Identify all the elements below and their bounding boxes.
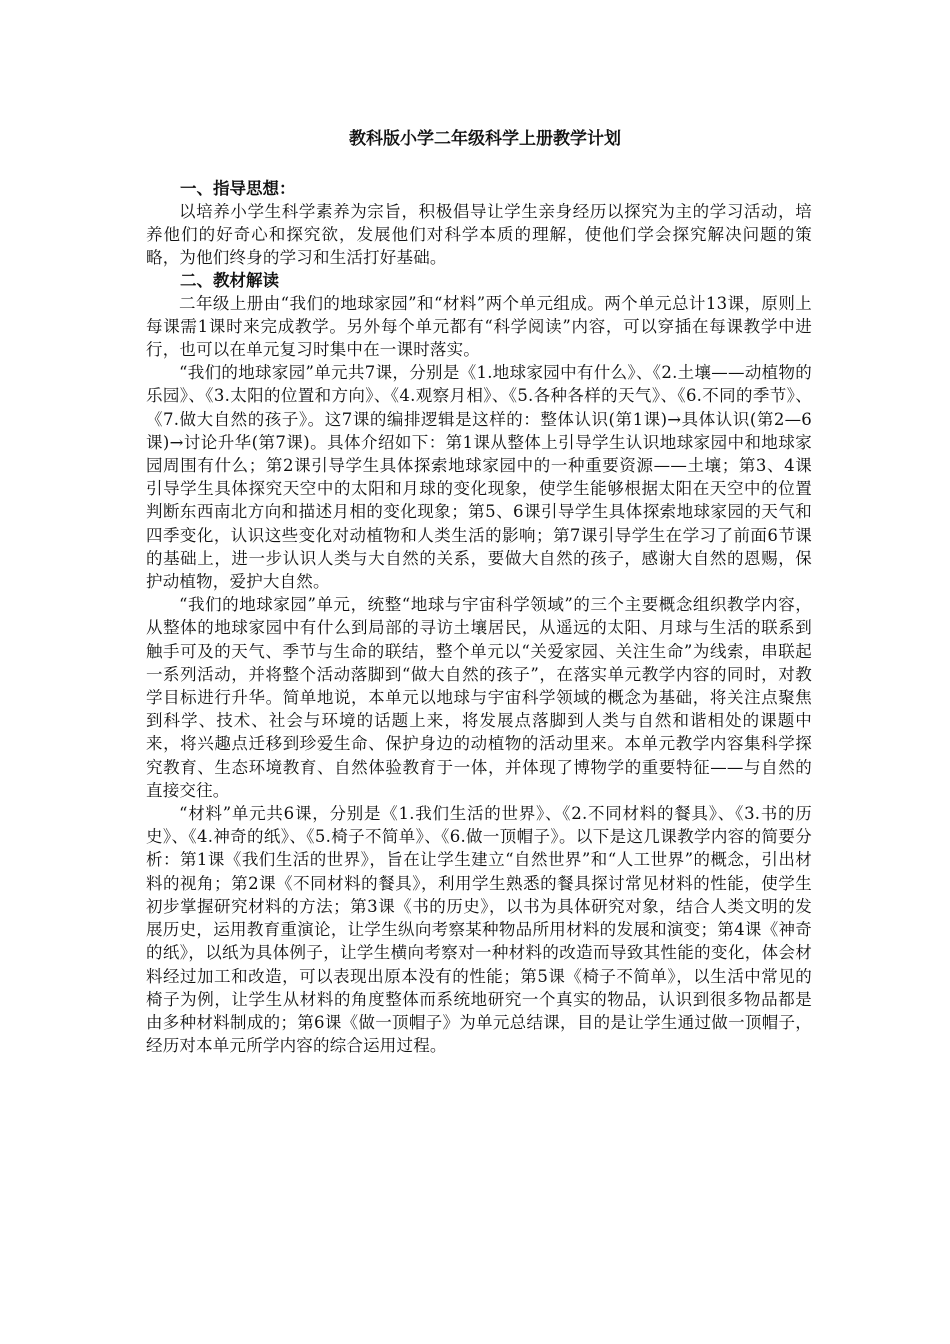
paragraph: “材料”单元共6课，分别是《1.我们生活的世界》、《2.不同材料的餐具》、《3.书的历史》、《4.神奇的纸》、《5.椅子不简单》、《6.做一顶帽子》。以下是这几课教学内容的简要分析：第1课《我们生活的世界》，旨在让学生建立“自然世界”和“人工世界”的概念，引出材料的视角；第2课《不同材料的餐具》，利用学生熟悉的餐具探讨常见材料的性能，使学生初步掌握研究材料的方法；第3课《书的历史》，以书为具体研究对象，结合人类文明的发展历史，运用教育重演论，让学生纵向考察某种物品所用材料的发展和演变；第4课《神奇的纸》，以纸为具体例子，让学生横向考察对一种材料的改造而导致其性能的变化，体会材料经过加工和改造，可以表现出原本没有的性能；第5课《椅子不简单》，以生活中常见的椅子为例，让学生从材料的角度整体而系统地研究一个真实的物品，认识到很多物品都是由多种材料制成的；第6课《做一顶帽子》为单元总结课，目的是让学生通过做一顶帽子，经历对本单元所学内容的综合运用过程。 xyxy=(146,804,812,1056)
paragraph: “我们的地球家园”单元，统整“地球与宇宙科学领域”的三个主要概念组织教学内容，从整体的地球家园中有什么到局部的寻访土壤居民，从遥远的太阳、月球与生活的联系到触手可及的天气、季节与生命的联结，整个单元以“关爱家园、关注生命”为线索，串联起一系列活动，并将整个活动落脚到“做大自然的孩子”，在落实单元教学内容的同时，对教学目标进行升华。简单地说，本单元以地球与宇宙科学领域的概念为基础，将关注点聚焦到科学、技术、社会与环境的话题上来，将发展点落脚到人类与自然和谐相处的课题中来，将兴趣点迁移到珍爱生命、保护身边的动植物的活动里来。本单元教学内容集科学探究教育、生态环境教育、自然体验教育于一体，并体现了博物学的重要特征——与自然的直接交往。 xyxy=(146,595,812,800)
paragraph: 以培养小学生科学素养为宗旨，积极倡导让学生亲身经历以探究为主的学习活动，培养他们的好奇心和探究欲，发展他们对科学本质的理解，使他们学会探究解决问题的策略，为他们终身的学习和生活打好基础。 xyxy=(146,202,812,268)
section-heading: 二、教材解读 xyxy=(180,270,279,290)
paragraph: 二年级上册由“我们的地球家园”和“材料”两个单元组成。两个单元总计13课，原则上每课需1课时来完成教学。另外每个单元都有“科学阅读”内容，可以穿插在每课教学中进行，也可以在单元复习时集中在一课时落实。 xyxy=(146,293,812,360)
section-heading: 一、指导思想： xyxy=(180,179,296,198)
document-page xyxy=(146,122,812,1057)
document-title: 教科版小学二年级科学上册教学计划 xyxy=(349,129,621,149)
paragraph: “我们的地球家园”单元共7课，分别是《1.地球家园中有什么》、《2.土壤——动植物的乐园》、《3.太阳的位置和方向》、《4.观察月相》、《5.各种各样的天气》、《6.不同的季节》、《7.做大自然的孩子》。这7课的编排逻辑是这样的：整体认识(第1课)→具体认识(第2—6课)→讨论升华(第7课)。具体介绍如下：第1课从整体上引导学生认识地球家园中和地球家园周围有什么；第2课引导学生具体探索地球家园中的一种重要资源——土壤；第3、4课引导学生具体探究天空中的太阳和月球的变化现象，使学生能够根据太阳在天空中的位置判断东西南北方向和描述月相的变化现象；第5、6课引导学生具体探索地球家园的天气和四季变化，认识这些变化对动植物和人类生活的影响；第7课引导学生在学习了前面6节课的基础上，进一步认识人类与大自然的关系，要做大自然的孩子，感谢大自然的恩赐，保护动植物，爱护大自然。 xyxy=(146,363,812,592)
section-guiding-ideas xyxy=(146,178,812,270)
section-textbook-analysis xyxy=(146,270,812,1058)
